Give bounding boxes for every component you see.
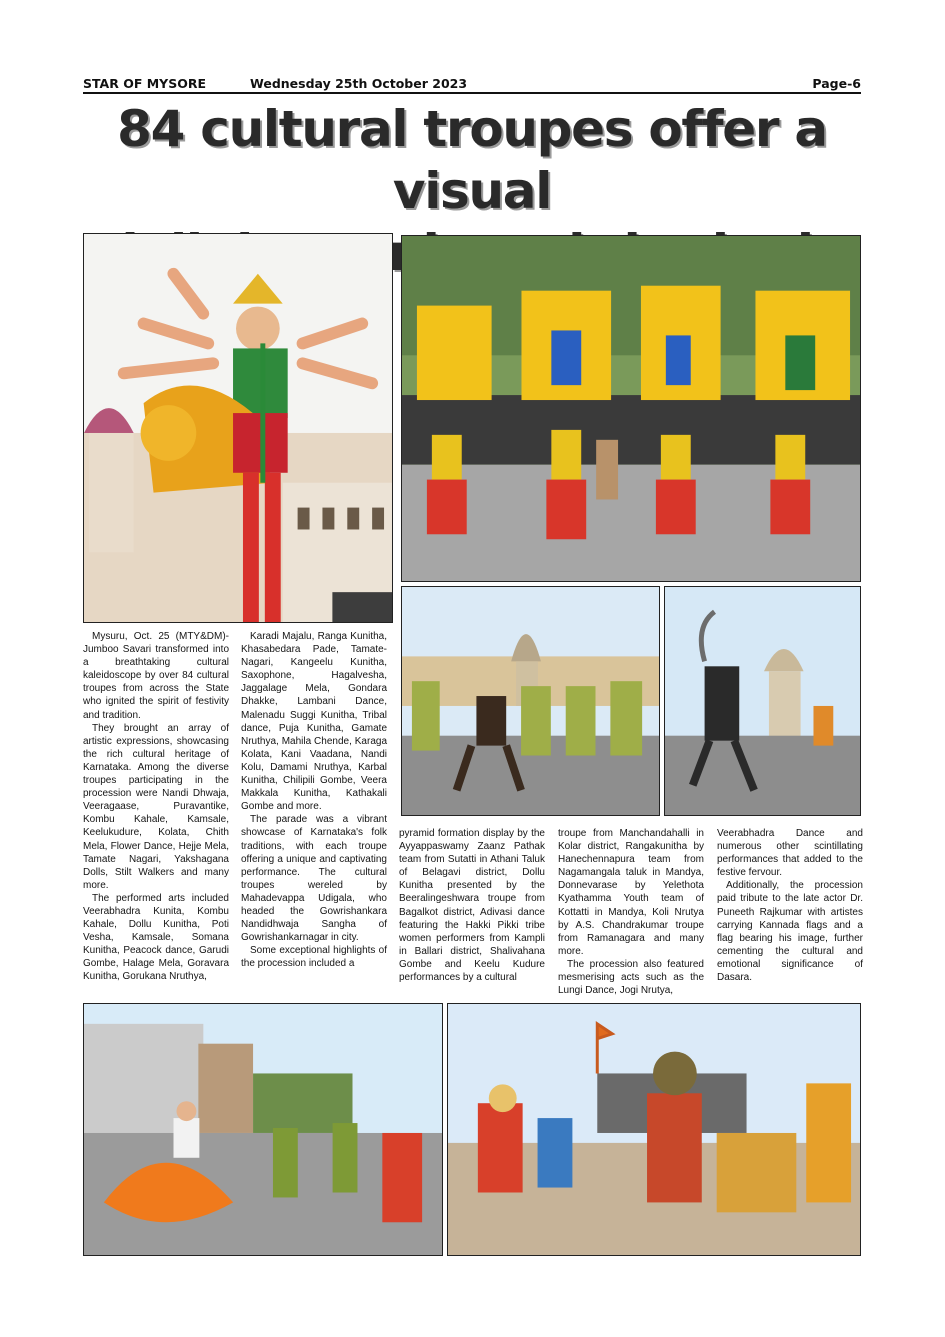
photo-sword-dancer bbox=[664, 586, 861, 816]
article-paragraph: Some exceptional highlights of the procession included a bbox=[241, 945, 387, 970]
newspaper-name: STAR OF MYSORE bbox=[83, 76, 207, 91]
article-paragraph: Mysuru, Oct. 25 (MTY&DM)- Jumboo Savari transformed into a breathtaking cultural kaleidoscope by over 84 cultural troupes from across the State who ignited the spirit of festivity and tradition. bbox=[83, 631, 229, 721]
issue-date: Wednesday 25th October 2023 bbox=[250, 76, 468, 91]
article-column-2 bbox=[241, 630, 387, 970]
photo-flower-flag-troupe bbox=[401, 235, 861, 582]
headline-line-2: sonic bbox=[326, 224, 467, 282]
photo-folk-dancers-orange-skirt bbox=[83, 1003, 443, 1256]
article-column-5 bbox=[717, 827, 863, 984]
headline-line-1: 84 cultural troupes offer a visual bbox=[117, 100, 827, 220]
masthead bbox=[83, 76, 861, 92]
photo-masked-performers bbox=[447, 1003, 861, 1256]
article-paragraph: Additionally, the procession paid tribute to the late actor Dr. Puneeth Rajkumar with artistes carrying Kannada flags and a flag bearing his image, further cementing the cultural and emotional significance of Dasara. bbox=[717, 880, 863, 984]
article-paragraph: troupe from Manchandahalli in Kolar district, Rangakunitha by Hanechennapura team from Nagamangala taluk in Mandya, Donnevarase by Yelethota Kyathamma Youth team of Kottatti in Mandya, Koli Nrutya by A.S. Chandrakumar troupe from Ramanagara and many more. bbox=[558, 828, 704, 957]
article-paragraph: The parade was a vibrant showcase of Karnataka's folk traditions, with each troupe offering a unique and captivating performance. The cultural troupes wereled by Mahadevappa Udigala, who headed the Gowrishankara Nandidhwaja Sangha of Gowrishankarnagar in city. bbox=[241, 814, 387, 944]
page-number: Page-6 bbox=[812, 76, 861, 91]
article-paragraph: Veerabhadra Dance and numerous other scintillating performances that added to the festive fervour. bbox=[717, 828, 863, 879]
photo-tribal-dancers bbox=[401, 586, 660, 816]
photo-goddess-stilt-performer bbox=[83, 233, 393, 623]
article-column-4 bbox=[558, 827, 704, 997]
article-paragraph: The performed arts included Veerabhadra Kunita, Kombu Kahale, Dollu Kunitha, Poti Vesha, Kamsale, Somana Kunitha, Peacock dance, Garudi Gombe, Halage Mela, Goravara Kunitha, Gorukana Nruthya, bbox=[83, 892, 229, 983]
article-paragraph: Karadi Majalu, Ranga Kunitha, Khasabedara Pade, Tamate-Nagari, Kangeelu Kunitha, Saxophone, Hagalvesha, Jaggalage Mela, Gondara Dhakke, Lambani Dance, Malenadu Suggi Kunitha, Tribal dance, Puja Kunitha, Gamate Nruthya, Mahila Chende, Karaga Kolata, Kani Vaadana, Nandi Kolu, Damami Nruthya, Karbal Kunitha, Chilipili Gombe, Veera Makkala Kunitha, Kathakali Gombe and more. bbox=[241, 631, 387, 813]
article-paragraph: The procession also featured mesmerising acts such as the Lungi Dance, Jogi Nrutya, bbox=[558, 958, 704, 997]
masthead-rule bbox=[83, 92, 861, 94]
article-paragraph: pyramid formation display by the Ayyappaswamy Zaanz Pathak team from Sutatti in Athani Taluk of Belagavi district, Dollu Kunitha presented by the Beeralingeshwara troupe from Bagalkot district, Adivasi dance featuring the Hakki Pikki tribe women performers from Kampli in Ballari district, Shalivahana Gombe and Keelu Kudure performances by a cultural bbox=[399, 828, 545, 984]
article-column-3 bbox=[399, 827, 545, 984]
article-paragraph: They brought an array of artistic expressions, showcasing the rich cultural heritage of Karnataka. Among the diverse troupes participating in the procession were Nandi Dhwaja, Veeragaase, Puravantike, Kombu Kahale, Kamsale, Keelukudure, Kolata, Chith Mela, Flower Dance, Hejje Mela, Tamate Nagari, Yakshagana Dolls, Stilt Walkers and many more. bbox=[83, 722, 229, 891]
article-column-1 bbox=[83, 630, 229, 984]
